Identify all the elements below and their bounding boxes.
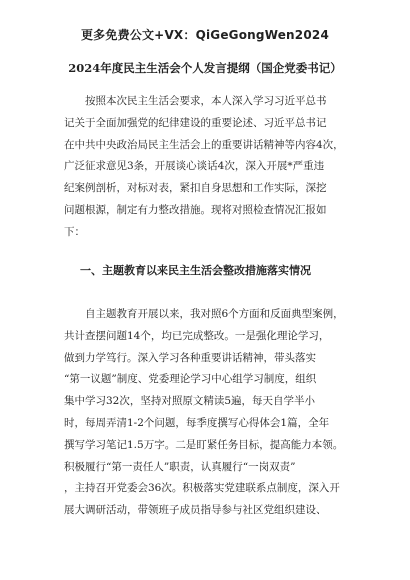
- section-heading: 一、主题教育以来民主生活会整改措施落实情况: [80, 264, 311, 277]
- promo-header: 更多免费公文+VX：QiGeGongWen2024: [80, 28, 329, 42]
- paragraph-line: 时，每周弄清1-2个问题，每季度撰写心得体会1篇，全年: [64, 416, 330, 429]
- paragraph-line: 问题根源，制定有力整改措施。现将对照检查情况汇报如: [64, 203, 327, 216]
- document-title: 2024年度民主生活会个人发言提纲（国企党委书记）: [68, 61, 342, 75]
- paragraph-line: 自主题教育开展以来，我对照6个方面和反面典型案例，: [64, 308, 344, 320]
- section1-paragraph: [64, 304, 350, 522]
- paragraph-line: 下：: [64, 225, 85, 238]
- paragraph-line: 共计查摆问题14个，均已完成整改。一是强化理论学习，: [64, 329, 330, 342]
- paragraph-line: 展大调研活动，带领班子成员指导参与社区党组织建设、: [64, 504, 327, 517]
- intro-paragraph: [64, 91, 350, 244]
- paragraph-line: 纪案例剖析，对标对表，紧扣自身思想和工作实际，深挖: [64, 182, 327, 195]
- paragraph-line: ，主持召开党委会36次。积极落实党建联系点制度，深入开: [64, 482, 340, 495]
- paragraph-line: 撰写学习笔记1.5万字。二是盯紧任务目标，提高能力本领。: [64, 438, 344, 451]
- paragraph-line: 积极履行“第一责任人”职责，认真履行“一岗双责”: [64, 460, 296, 473]
- paragraph-line: 记关于全面加强党的纪律建设的重要论述、习近平总书记: [64, 116, 327, 129]
- paragraph-line: “第一议题”制度、党委理论学习中心组学习制度，组织: [64, 373, 317, 386]
- paragraph-line: 按照本次民主生活会要求，本人深入学习习近平总书: [64, 95, 327, 107]
- paragraph-line: 做到力学笃行。深入学习各种重要讲话精神，带头落实: [64, 351, 316, 364]
- paragraph-line: 集中学习32次，坚持对照原文精读5遍，每天自学半小: [64, 395, 316, 408]
- paragraph-line: 广泛征求意见3条，开展谈心谈话4次，深入开展*严重违: [64, 160, 325, 173]
- paragraph-line: 在中共中央政治局民主生活会上的重要讲话精神等内容4次，: [64, 138, 344, 151]
